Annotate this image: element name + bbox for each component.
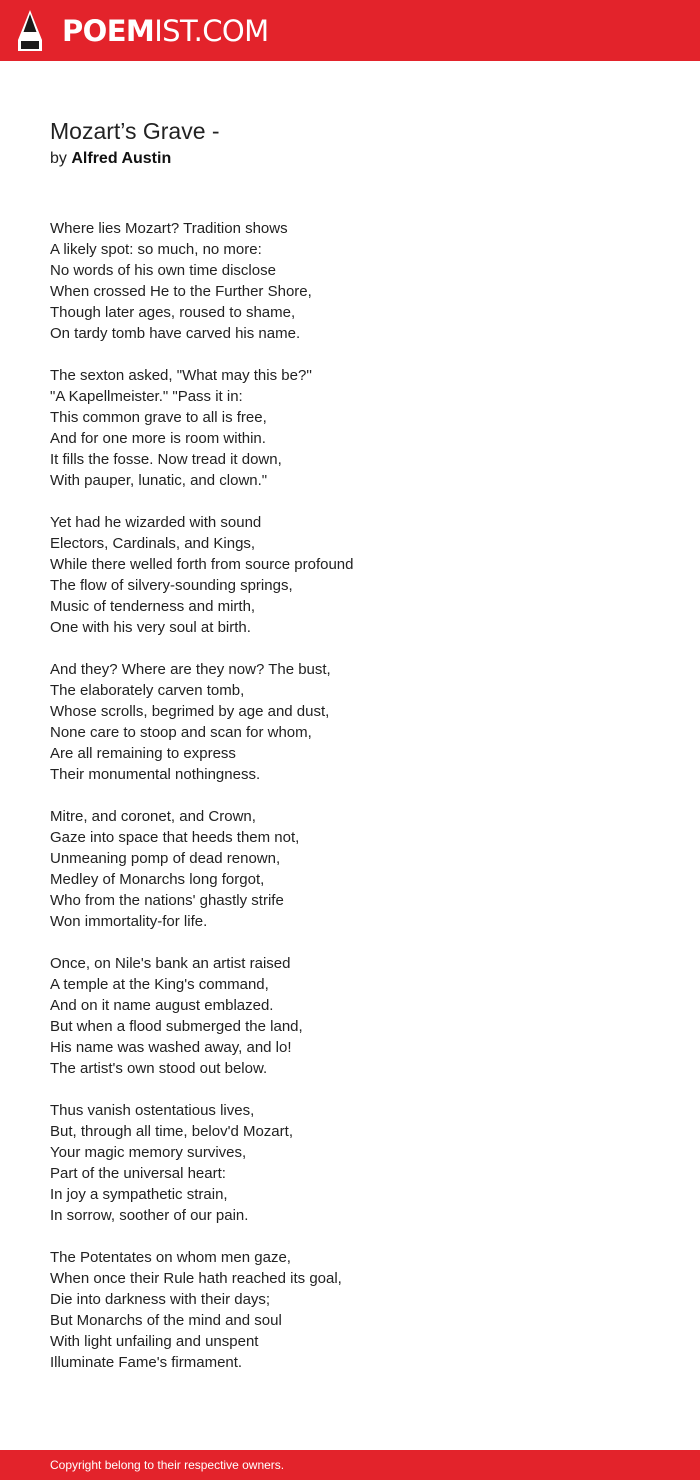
poem-line: A temple at the King's command, [50,976,269,993]
poem-line: The flow of silvery-sounding springs, [50,577,293,594]
poem-line: And on it name august emblazed. [50,997,274,1014]
poem-line: Medley of Monarchs long forgot, [50,871,265,888]
poem-line: When once their Rule hath reached its goal, [50,1270,342,1287]
site-footer [0,1450,700,1480]
poem-line: Die into darkness with their days; [50,1291,271,1308]
poem-line: Music of tenderness and mirth, [50,598,256,615]
poem-line: With light unfailing and unspent [50,1333,259,1350]
poem-body [50,218,670,1394]
poem-line: Once, on Nile's bank an artist raised [50,955,291,972]
poem-line: The artist's own stood out below. [50,1060,268,1077]
poem-line: On tardy tomb have carved his name. [50,325,301,342]
poem-line: In sorrow, soother of our pain. [50,1207,249,1224]
poem-stanza [50,512,670,638]
byline [50,148,171,170]
poem-stanza [50,218,670,344]
copyright-notice: Copyright belong to their respective owners. [50,1458,285,1472]
poem-line: The sexton asked, "What may this be?'' [50,367,313,384]
poem-line: Unmeaning pomp of dead renown, [50,850,281,867]
poem-line: Are all remaining to express [50,745,236,762]
poem-line: When crossed He to the Further Shore, [50,283,312,300]
poem-line: Mitre, and coronet, and Crown, [50,808,256,825]
poem-line: Thus vanish ostentatious lives, [50,1102,255,1119]
poem-stanza [50,365,670,491]
author-name: Alfred Austin [71,150,172,167]
poem-line: And they? Where are they now? The bust, [50,661,331,678]
poem-line: Gaze into space that heeds them not, [50,829,300,846]
poem-line: With pauper, lunatic, and clown." [50,472,268,489]
poem-line: Though later ages, roused to shame, [50,304,296,321]
poem-stanza [50,806,670,932]
logo-text-light: IST.COM [154,14,269,48]
poem-line: But, through all time, belov'd Mozart, [50,1123,293,1140]
poem-line: Yet had he wizarded with sound [50,514,262,531]
poem-line: This common grave to all is free, [50,409,267,426]
poem-line: One with his very soul at birth. [50,619,251,636]
poem-stanza [50,1100,670,1226]
poem-line: His name was washed away, and lo! [50,1039,292,1056]
site-header [0,0,700,61]
poem-line: No words of his own time disclose [50,262,276,279]
poem-line: "A Kapellmeister." "Pass it in: [50,388,243,405]
poem-line: While there welled forth from source profound [50,556,354,573]
poem-line: The elaborately carven tomb, [50,682,245,699]
poem-line: Electors, Cardinals, and Kings, [50,535,256,552]
poem-stanza [50,1247,670,1373]
site-logo-text[interactable] [62,12,269,50]
poem-line: Who from the nations' ghastly strife [50,892,284,909]
poem-stanza [50,659,670,785]
byline-prefix: by [50,150,67,167]
poem-stanza [50,953,670,1079]
poem-title: Mozart’s Grave - [50,118,220,144]
poem-line: And for one more is room within. [50,430,266,447]
logo-text-bold: POEM [62,14,155,48]
poem-line: But when a flood submerged the land, [50,1018,303,1035]
pencil-tip-icon[interactable] [18,10,42,51]
poem-line: The Potentates on whom men gaze, [50,1249,291,1266]
poem-line: Part of the universal heart: [50,1165,226,1182]
poem-line: But Monarchs of the mind and soul [50,1312,282,1329]
poem-line: In joy a sympathetic strain, [50,1186,228,1203]
poem-line: Your magic memory survives, [50,1144,247,1161]
poem-line: It fills the fosse. Now tread it down, [50,451,282,468]
poem-line: Where lies Mozart? Tradition shows [50,220,288,237]
poem-line: Whose scrolls, begrimed by age and dust, [50,703,330,720]
poem-line: Their monumental nothingness. [50,766,261,783]
poem-line: Illuminate Fame's firmament. [50,1354,243,1371]
poem-line: None care to stoop and scan for whom, [50,724,312,741]
poem-line: A likely spot: so much, no more: [50,241,262,258]
poem-line: Won immortality-for life. [50,913,208,930]
